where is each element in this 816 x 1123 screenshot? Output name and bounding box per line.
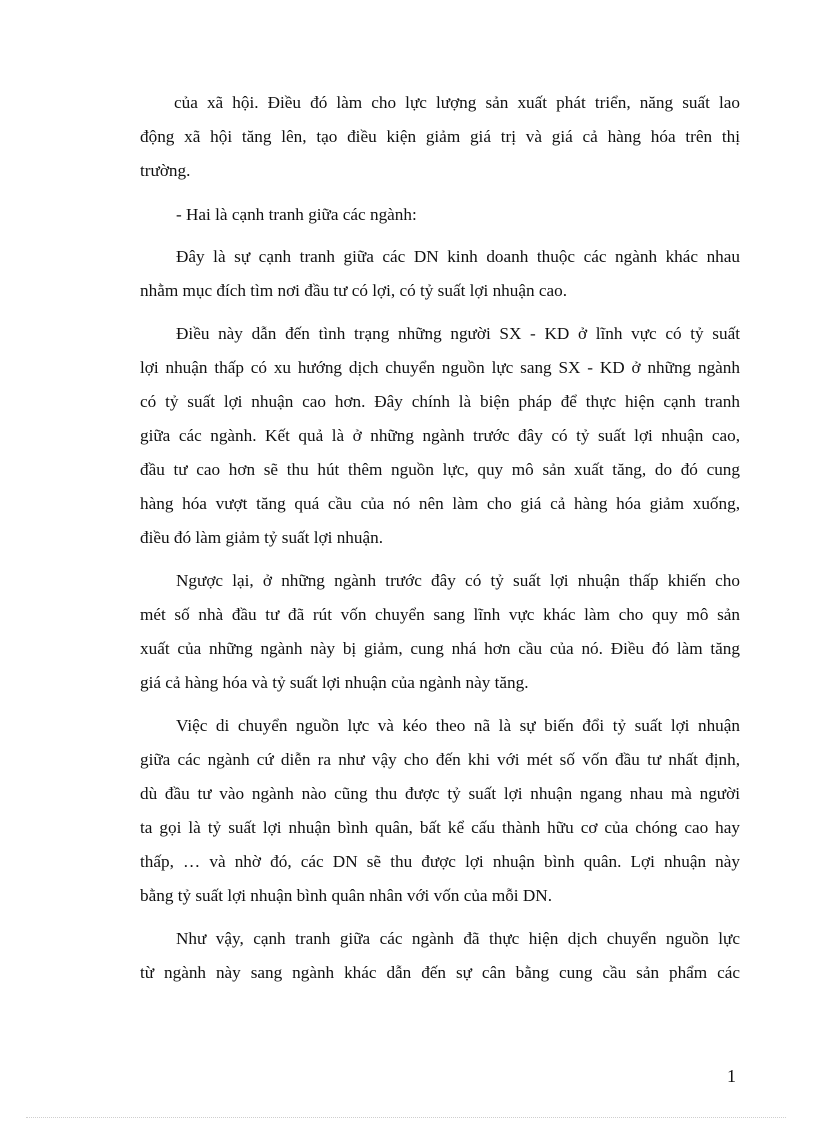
text-line: động xã hội tăng lên, tạo điều kiện giảm giá trị và giá cả hàng hóa trên thị <box>140 127 740 146</box>
page-bottom-divider <box>26 1117 786 1118</box>
text-line: trường. <box>140 161 191 180</box>
document-body <box>140 86 740 990</box>
text-line: giá cả hàng hóa và tỷ suất lợi nhuận của ngành này tăng. <box>140 673 529 692</box>
text-line: ta gọi là tỷ suất lợi nhuận bình quân, bất kể cấu thành hữu cơ của chóng cao hay <box>140 818 740 837</box>
text-line: từ ngành này sang ngành khác dẫn đến sự cân bằng cung cầu sản phẩm các <box>140 963 740 982</box>
text-line: Như vậy, cạnh tranh giữa các ngành đã thực hiện dịch chuyển nguồn lực <box>176 929 740 948</box>
text-line: xuất của những ngành này bị giảm, cung nhá hơn cầu của nó. Điều đó làm tăng <box>140 639 740 658</box>
text-line: giữa các ngành cứ diễn ra như vậy cho đến khi với mét số vốn đầu tư nhất định, <box>140 750 740 769</box>
text-line: thấp, … và nhờ đó, các DN sẽ thu được lợi nhuận bình quân. Lợi nhuận này <box>140 852 740 871</box>
text-line: nhằm mục đích tìm nơi đầu tư có lợi, có tỷ suất lợi nhuận cao. <box>140 281 568 300</box>
section-item-heading: - Hai là cạnh tranh giữa các ngành: <box>176 205 417 224</box>
text-line: Ngược lại, ở những ngành trước đây có tỷ suất lợi nhuận thấp khiến cho <box>176 571 740 590</box>
text-line: giữa các ngành. Kết quả là ở những ngành trước đây có tỷ suất lợi nhuận cao, <box>140 426 740 445</box>
text-line: Đây là sự cạnh tranh giữa các DN kinh doanh thuộc các ngành khác nhau <box>176 247 740 266</box>
page-number: 1 <box>727 1066 736 1086</box>
text-line: Điều này dẫn đến tình trạng những người SX - KD ở lĩnh vực có tỷ suất <box>176 324 740 343</box>
text-line: lợi nhuận thấp có xu hướng dịch chuyển nguồn lực sang SX - KD ở những ngành <box>140 358 740 377</box>
text-line: điều đó làm giảm tỷ suất lợi nhuận. <box>140 528 383 547</box>
text-line: Việc di chuyển nguồn lực và kéo theo nã là sự biến đổi tỷ suất lợi nhuận <box>176 716 740 735</box>
text-line: dù đầu tư vào ngành nào cũng thu được tỷ suất lợi nhuận ngang nhau mà người <box>140 784 740 803</box>
text-line: đầu tư cao hơn sẽ thu hút thêm nguồn lực, quy mô sản xuất tăng, do đó cung <box>140 460 740 479</box>
text-line: bằng tỷ suất lợi nhuận bình quân nhân với vốn của mỗi DN. <box>140 886 552 905</box>
text-line: có tỷ suất lợi nhuận cao hơn. Đây chính là biện pháp để thực hiện cạnh tranh <box>140 392 740 411</box>
text-line: mét số nhà đầu tư đã rút vốn chuyển sang lĩnh vực khác làm cho quy mô sản <box>140 605 740 624</box>
text-line: của xã hội. Điều đó làm cho lực lượng sản xuất phát triển, năng suất lao <box>174 93 740 112</box>
text-line: hàng hóa vượt tăng quá cầu của nó nên làm cho giá cả hàng hóa giảm xuống, <box>140 494 740 513</box>
